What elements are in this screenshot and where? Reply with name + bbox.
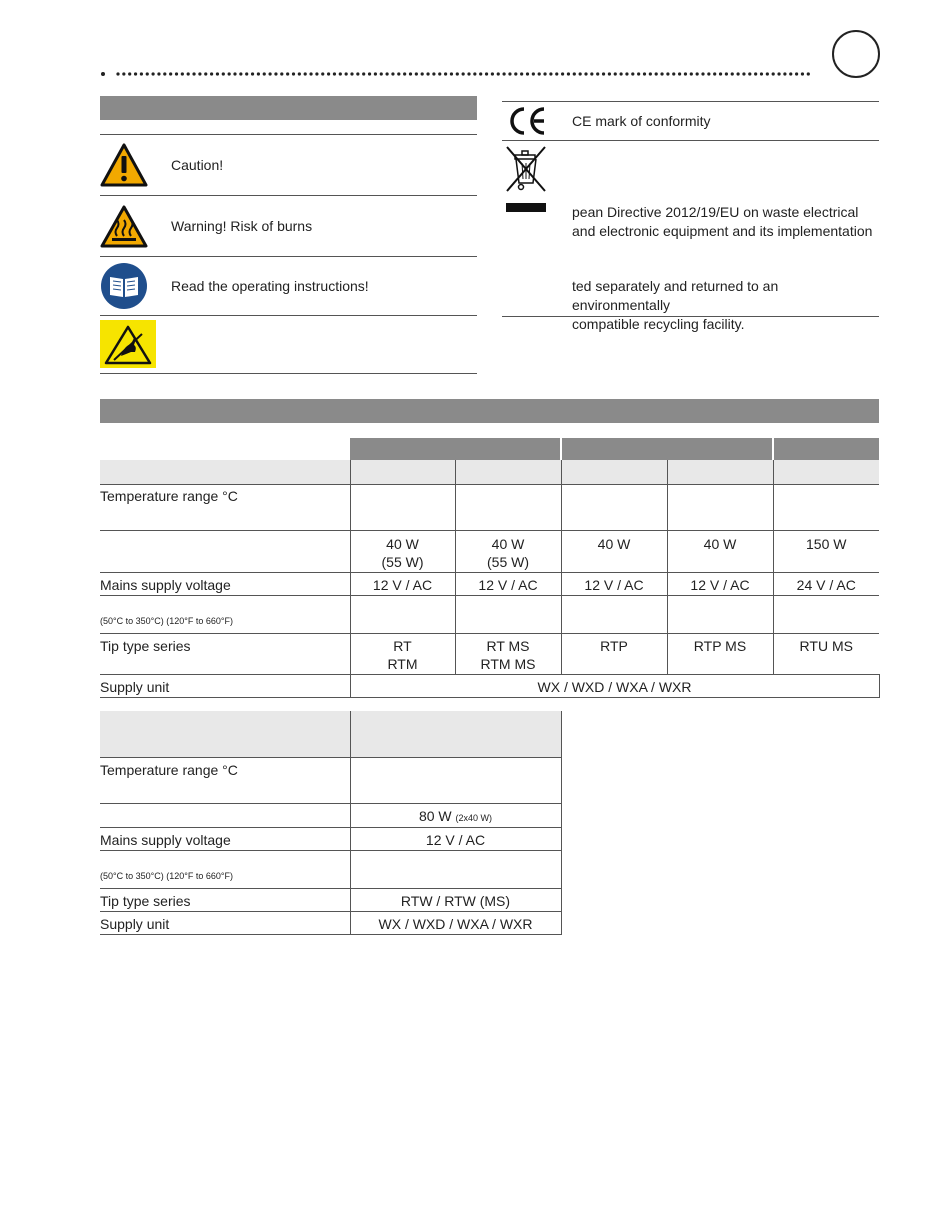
blank-cell	[350, 850, 561, 888]
voltage-cell: 12 V / AC	[667, 572, 773, 595]
subheader-label	[100, 711, 350, 757]
hot-surface-icon	[100, 205, 148, 248]
weee-line: pean Directive 2012/19/EU on waste electrical	[572, 204, 859, 220]
blank-cell	[561, 595, 667, 633]
temp-range-label: Temperature range °C	[100, 484, 350, 530]
subheader-cell	[350, 460, 455, 484]
temp-cell	[667, 484, 773, 530]
tip-cell: RTW / RTW (MS)	[350, 888, 561, 911]
temp-cell	[455, 484, 561, 530]
subheader-cell	[773, 460, 879, 484]
divider	[502, 316, 879, 317]
voltage-cell: 12 V / AC	[350, 572, 455, 595]
supply-unit-label: Supply unit	[100, 911, 350, 934]
temp-small-label: (50°C to 350°C) (120°F to 660°F)	[100, 850, 350, 888]
subheader-label	[100, 460, 350, 484]
burns-label: Warning! Risk of burns	[171, 218, 313, 234]
divider	[502, 140, 879, 141]
spec-table-2	[100, 711, 562, 935]
power-label	[100, 530, 350, 572]
supply-unit-value: WX / WXD / WXA / WXR	[350, 911, 561, 934]
blank-cell	[350, 595, 455, 633]
tech-data-header-bar	[100, 399, 879, 423]
header-blank	[100, 438, 350, 460]
tip-type-label: Tip type series	[100, 888, 350, 911]
temp-small-label: (50°C to 350°C) (120°F to 660°F)	[100, 595, 350, 633]
power-cell: 80 W (2x40 W)	[350, 803, 561, 827]
temp-cell	[561, 484, 667, 530]
esd-icon	[100, 320, 156, 368]
weee-line: compatible recycling facility.	[572, 316, 745, 332]
caution-triangle-icon	[100, 143, 148, 187]
weee-bin-icon	[503, 145, 549, 213]
model-header	[350, 438, 561, 460]
mains-voltage-label: Mains supply voltage	[100, 827, 350, 850]
tip-cell: RT RTM	[350, 633, 455, 674]
page-number-circle	[832, 30, 880, 78]
supply-unit-value: WX / WXD / WXA / WXR	[350, 674, 879, 697]
blank-cell	[667, 595, 773, 633]
mains-voltage-label: Mains supply voltage	[100, 572, 350, 595]
blank-cell	[773, 595, 879, 633]
tip-type-label: Tip type series	[100, 633, 350, 674]
power-cell: 150 W	[773, 530, 879, 572]
subheader-cell	[455, 460, 561, 484]
symbols-header-bar	[100, 96, 477, 120]
power-cell: 40 W	[561, 530, 667, 572]
temp-range-label: Temperature range °C	[100, 757, 350, 803]
divider	[100, 134, 477, 135]
divider	[502, 101, 879, 102]
voltage-cell: 12 V / AC	[350, 827, 561, 850]
temp-cell	[350, 757, 561, 803]
model-header	[561, 438, 773, 460]
voltage-cell: 12 V / AC	[561, 572, 667, 595]
subheader-cell	[350, 711, 561, 757]
ce-label: CE mark of conformity	[572, 113, 711, 129]
caution-label: Caution!	[171, 157, 224, 173]
model-header	[773, 438, 879, 460]
tip-cell: RTU MS	[773, 633, 879, 674]
weee-line: and electronic equipment and its implementation	[572, 223, 873, 239]
divider	[100, 256, 477, 257]
power-cell: 40 W (55 W)	[455, 530, 561, 572]
tip-cell: RTP MS	[667, 633, 773, 674]
ce-mark-icon	[506, 106, 548, 136]
dotted-rule	[100, 70, 816, 78]
temp-cell	[773, 484, 879, 530]
divider	[100, 315, 477, 316]
divider	[100, 195, 477, 196]
supply-unit-label: Supply unit	[100, 674, 350, 697]
subheader-cell	[561, 460, 667, 484]
subheader-cell	[667, 460, 773, 484]
manual-book-icon	[100, 262, 148, 310]
divider	[100, 373, 477, 374]
spec-table-1	[100, 438, 880, 698]
tip-cell: RT MS RTM MS	[455, 633, 561, 674]
power-cell: 40 W	[667, 530, 773, 572]
temp-cell	[350, 484, 455, 530]
blank-cell	[455, 595, 561, 633]
voltage-cell: 24 V / AC	[773, 572, 879, 595]
weee-text-2	[572, 277, 879, 334]
tip-cell: RTP	[561, 633, 667, 674]
voltage-cell: 12 V / AC	[455, 572, 561, 595]
read-instructions-label: Read the operating instructions!	[171, 278, 369, 294]
weee-line: ted separately and returned to an environmentally	[572, 278, 779, 313]
weee-text-1	[572, 203, 879, 241]
power-label	[100, 803, 350, 827]
power-cell: 40 W (55 W)	[350, 530, 455, 572]
